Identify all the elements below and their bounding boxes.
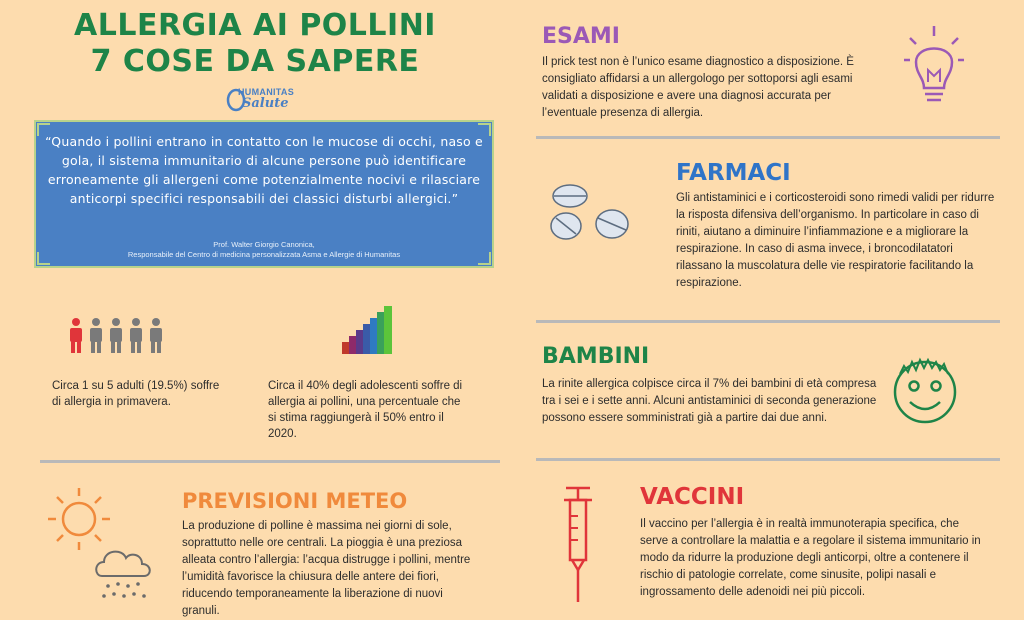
divider [536, 136, 1000, 139]
quote-author-name: Prof. Walter Giorgio Canonica, [213, 240, 315, 249]
stat-adults: Circa 1 su 5 adulti (19.5%) soffre di allergia in primavera. [52, 380, 220, 408]
logo-top-text: HUMANITAS [238, 87, 295, 97]
bambini-text: La rinite allergica colpisce circa il 7% dei bambini di età compresa tra i sei e i sette anni. Alcuni antistaminici di seconda generazione possono essere somministrati già a partire dai due anni. [542, 378, 877, 424]
farmaci-heading: FARMACI [676, 160, 791, 186]
person-icon [130, 318, 142, 353]
page-title [40, 8, 470, 80]
meteo-heading: PREVISIONI METEO [182, 489, 408, 513]
sun-icon [44, 484, 114, 554]
quote-author [44, 240, 484, 260]
meteo-text: La produzione di polline è massima nei giorni di sole, soprattutto nelle ore centrali. La pioggia è una preziosa alleata contro l’allergia: l’acqua distrugge i pollini, mentre l’umidità favorisce la chiusura delle antere dei fiori, riducendo temporaneamente la liberazione di nuovi granuli. [182, 520, 471, 617]
pills-icon [548, 180, 638, 260]
person-icon [90, 318, 102, 353]
bambini-heading: BAMBINI [542, 344, 650, 369]
vaccini-text: Il vaccino per l’allergia è in realtà immunoterapia specifica, che serve a controllare la malattia e a regolare il sistema immunitario in modo da ridurre la produzione degli anticorpi, oltre a contenere il rischio di patologie correlate, come sinusite, polipi nasali e ingrossamento delle adenoidi nei più piccoli. [640, 518, 981, 598]
quote-text: “Quando i pollini entrano in contatto con le mucose di occhi, naso e gola, il sistema immunitario di alcune persone può identificare erroneamente gli allergeni come potenzialmente nocivi e rilasciare anticorpi specifici responsabili dei classici disturbi allergici.” [45, 134, 483, 206]
farmaci-text: Gli antistaminici e i corticosteroidi sono rimedi validi per ridurre la risposta difensiva dell’organismo. In particolare in caso di riniti, aiutano a diminuire l’infiammazione e a migliorare la respirazione. In caso di asma invece, i broncodilatatori rilassano la muscolatura delle vie respiratorie facilitando la respirazione. [676, 192, 995, 289]
humanitas-logo[interactable] [226, 86, 296, 114]
smiley-icon [890, 356, 960, 426]
divider [40, 460, 500, 463]
syringe-icon [558, 486, 598, 606]
person-icon [110, 318, 122, 353]
lightbulb-icon [904, 26, 964, 116]
quote-author-role: Responsabile del Centro di medicina personalizzata Asma e Allergie di Humanitas [127, 250, 401, 259]
person-icon [70, 318, 82, 353]
divider [536, 320, 1000, 323]
esami-text: Il prick test non è l’unico esame diagnostico a disposizione. È consigliato affidarsi a un allergologo per sottoporsi agli esami validati a disposizione e avere una diagnosi accurata per l’eventuale presenza di allergia. [542, 56, 854, 119]
rain-cloud-icon [94, 548, 164, 608]
bar-chart-icon [342, 306, 406, 354]
divider [536, 458, 1000, 461]
logo-bottom-text: Salute [242, 96, 289, 111]
title-line-2: 7 COSE DA SAPERE [90, 44, 420, 79]
person-icon [150, 318, 162, 353]
people-icon-row [70, 318, 170, 354]
title-line-1: ALLERGIA AI POLLINI [74, 8, 436, 43]
stat-adolescents: Circa il 40% degli adolescenti soffre di allergia ai pollini, una percentuale che si stima raggiungerà il 50% entro il 2020. [268, 380, 463, 440]
vaccini-heading: VACCINI [640, 484, 745, 510]
esami-heading: ESAMI [542, 24, 620, 49]
